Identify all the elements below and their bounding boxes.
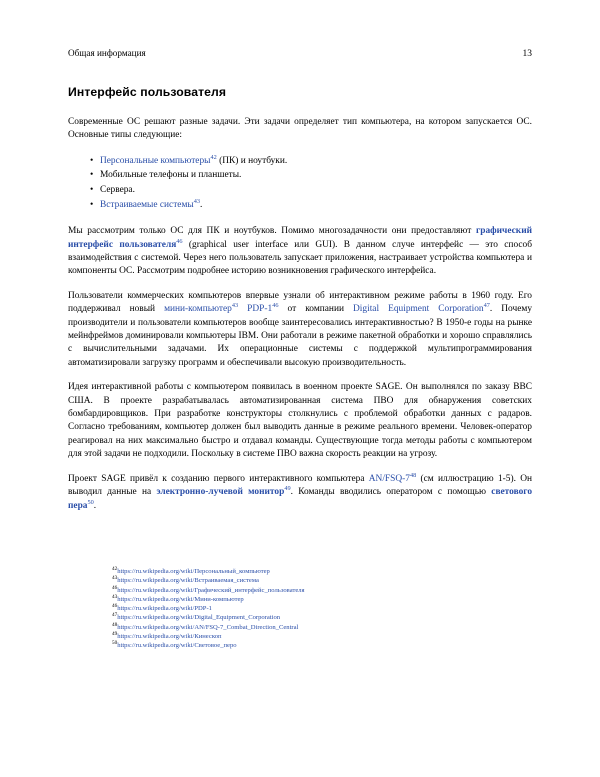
- list-item: [90, 154, 532, 169]
- paragraph-gui: [68, 225, 532, 279]
- footnote-ref[interactable]: 46: [272, 302, 279, 310]
- footnote-number: 48: [112, 621, 118, 628]
- footnote-ref[interactable]: 43: [193, 197, 200, 205]
- footnote-number: 46: [112, 603, 118, 609]
- footnote-link[interactable]: https://ru.wikipedia.org/wiki/AN/FSQ-7_Combat_Direction_Central: [117, 623, 299, 631]
- footnote: [112, 641, 532, 650]
- list-item-label: (ПК) и ноутбуки.: [216, 155, 288, 166]
- footnote: [112, 604, 532, 613]
- footnote-link[interactable]: https://ru.wikipedia.org/wiki/Digital_Equipment_Corporation: [117, 614, 281, 622]
- footnote-number: 46: [112, 584, 118, 591]
- footnote-number: 43: [112, 593, 118, 600]
- footnote: [112, 613, 532, 622]
- page-title: Интерфейс пользователя: [68, 85, 227, 99]
- pdp1-link[interactable]: PDP-1: [247, 304, 273, 315]
- text-run: .: [93, 500, 97, 511]
- text-run: [238, 304, 247, 314]
- footnote-ref[interactable]: 50: [87, 498, 94, 506]
- minicomputer-link[interactable]: мини-компьютер: [164, 304, 232, 315]
- footnote-number: 50: [112, 640, 118, 647]
- lightpen-link[interactable]: светового пера: [68, 487, 533, 511]
- footnote-link[interactable]: https://ru.wikipedia.org/wiki/Кинескоп: [117, 633, 222, 641]
- page-number: 13: [522, 49, 532, 59]
- paragraph-intro: Современные ОС решают разные задачи. Эти задачи определяет тип компьютера, на котором запускается ОС. Основные типы следующие:: [68, 117, 532, 141]
- footnote-ref[interactable]: 49: [284, 484, 291, 492]
- footnote: [112, 586, 532, 595]
- list-item-label: Мобильные телефоны и планшеты.: [100, 170, 242, 181]
- footnote-number: 43: [112, 575, 118, 582]
- footnote-number: 47: [112, 612, 118, 619]
- footnote-link[interactable]: https://ru.wikipedia.org/wiki/Графический_интерфейс_пользователя: [117, 586, 305, 594]
- footnote-ref[interactable]: 42: [210, 153, 217, 161]
- footnote: [112, 576, 532, 585]
- text-run: (см иллюстрацию 1-5). Он выводил данные на: [68, 473, 532, 498]
- footnote-ref[interactable]: 48: [409, 471, 417, 479]
- footnote-link[interactable]: https://ru.wikipedia.org/wiki/Встраиваемая_система: [117, 577, 259, 585]
- list-item-link[interactable]: Встраиваемые системы: [100, 199, 194, 210]
- gui-link[interactable]: графический интерфейс пользователя: [68, 226, 532, 250]
- footnote-ref[interactable]: 47: [483, 302, 490, 310]
- list-item-label: Сервера.: [100, 185, 135, 195]
- paragraph-history: [68, 290, 532, 370]
- footnote-link[interactable]: https://ru.wikipedia.org/wiki/PDP-1: [117, 605, 212, 613]
- crt-monitor-link[interactable]: электронно-лучевой монитор: [156, 487, 285, 498]
- footnote-ref[interactable]: 43: [231, 302, 239, 310]
- text-run: Мы рассмотрим только ОС для ПК и ноутбуков. Помимо многозадачности они предоставляют: [68, 226, 477, 237]
- paragraph-anfsq7: [68, 473, 532, 513]
- footnote-link[interactable]: https://ru.wikipedia.org/wiki/Световое_перо: [117, 642, 237, 650]
- footnotes-section: [112, 567, 532, 651]
- list-item: [90, 198, 532, 213]
- footnote-link[interactable]: https://ru.wikipedia.org/wiki/Мини-компьютер: [117, 595, 244, 603]
- text-run: . Почему производители и пользователи компьютеров вообще заинтересовались интерактивностью? В 1950-е годы на рынке мейнфреймов доминировали компьютеры IBM. Они работали в режиме пакетной обработки и хорошо справлялись с вычислительными задачами. Их операционные системы с поддержкой мультипрограммирования автоматизировали загрузку программ и обеспечивали высокую производительность.: [68, 304, 533, 368]
- footnote-link[interactable]: https://ru.wikipedia.org/wiki/Персональный_компьютер: [117, 568, 270, 575]
- list-item: [90, 168, 532, 183]
- footnote-number: 42: [112, 565, 118, 572]
- list-item-label: .: [199, 199, 203, 210]
- list-item-link[interactable]: Персональные компьютеры: [100, 155, 211, 166]
- footnote: [112, 632, 532, 641]
- footnote: [112, 623, 532, 632]
- footnote-number: 49: [112, 630, 118, 637]
- dec-link[interactable]: Digital Equipment Corporation: [353, 304, 484, 315]
- text-run: от компании: [278, 304, 354, 315]
- header-chapter-label: Общая информация: [68, 48, 146, 58]
- text-run: Проект SAGE привёл к созданию первого интерактивного компьютера: [68, 473, 369, 484]
- footnote-ref[interactable]: 46: [176, 237, 183, 245]
- text-run: Пользователи коммерческих компьютеров впервые узнали об интерактивном режиме работы в 1960 году. Его поддерживал новый: [68, 290, 532, 315]
- footnote: [112, 595, 532, 604]
- list-item: [90, 183, 532, 198]
- page-header: [68, 48, 532, 59]
- text-run: . Команды вводились оператором с помощью: [290, 487, 492, 498]
- os-types-list: [68, 154, 532, 212]
- footnote: [112, 567, 532, 576]
- paragraph-sage: Идея интерактивной работы с компьютером появилась в военном проекте SAGE. Он выполнялся по заказу ВВС США. В проекте разрабатывалась автоматизированная система ПВО для обнаружения советских бомбардировщиков. При разработке конструкторы столкнулись с проблемой обработки данных с радаров. Согласно требованиям, компьютер должен был выводить данные в режиме реального времени. Человек-оператор реагировал на них максимально быстро и отдавал команды. Существующие тогда методы работы с компьютером для этой задачи не подходили. Поскольку в системе ПВО важна скорость реакции на угрозу.: [68, 382, 532, 460]
- anfsq7-link[interactable]: AN/FSQ-7: [368, 473, 410, 484]
- text-run: (graphical user interface или GUI). В данном случе интерфейс — это способ взаимодействия с системой. Через него пользователь запускает приложения, настраивает устройства компьютера и компоненты ОС. Рассмотрим подробнее историю возникновения графического интерфейса.: [68, 239, 532, 277]
